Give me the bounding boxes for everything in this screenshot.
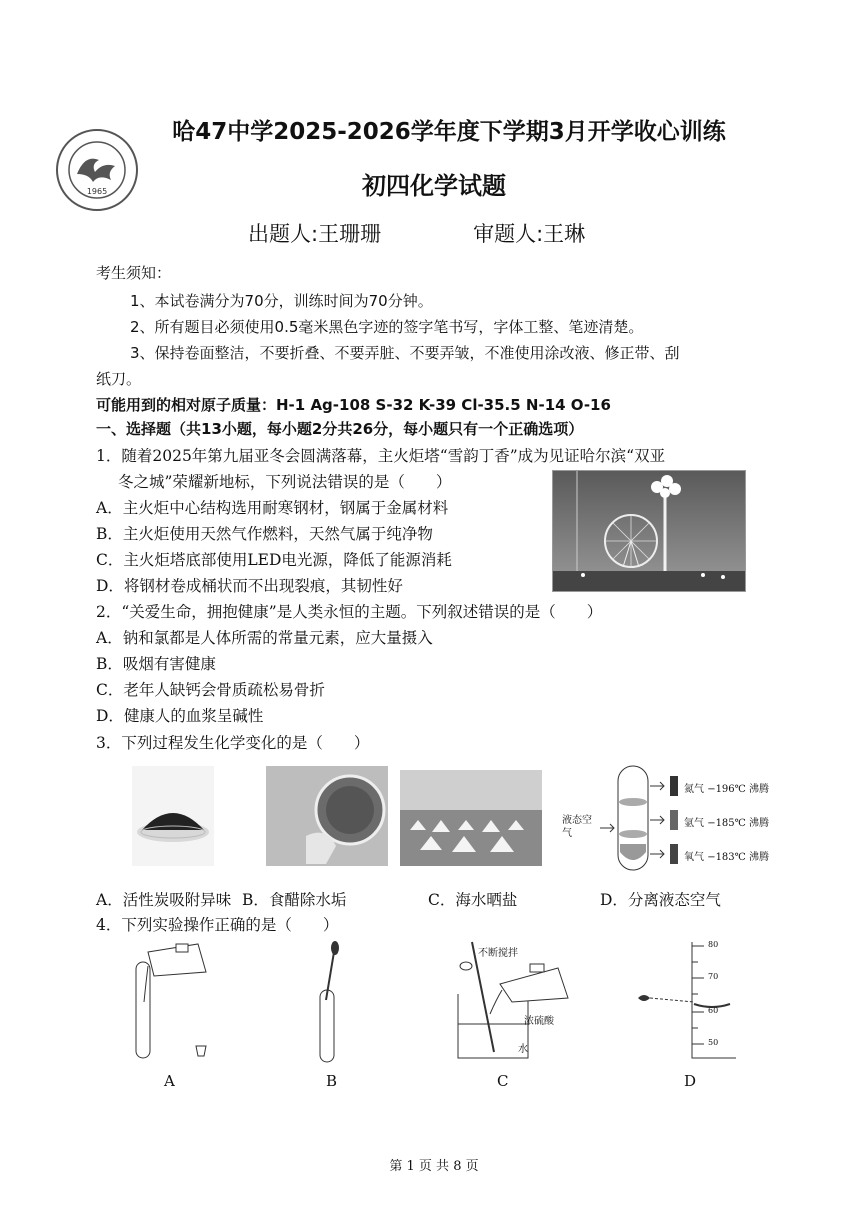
liquid-air-label: 液态空气 <box>562 815 592 839</box>
q1-stem-2: 冬之城”荣耀新地标，下列说法错误的是（ ） <box>118 473 452 491</box>
reviewer: 审题人:王琳 <box>473 222 586 246</box>
notice-item-1: 1、本试卷满分为70分，训练时间为70分钟。 <box>130 292 433 310</box>
vinegar-kettle-photo <box>266 766 388 866</box>
q1-option-c: C．主火炬塔底部使用LED电光源，降低了能源消耗 <box>96 551 452 569</box>
notice-heading: 考生须知： <box>96 264 172 282</box>
q4-label-b: B <box>326 1072 338 1090</box>
authors <box>248 218 585 248</box>
q3-option-b: B．食醋除水垢 <box>242 891 347 909</box>
q2-option-d: D．健康人的血浆呈碱性 <box>96 707 264 725</box>
salt-pans-photo <box>400 770 542 866</box>
q4-figure-a <box>126 942 222 1066</box>
exam-subtitle: 初四化学试题 <box>362 172 506 200</box>
q2-option-a: A．钠和氯都是人体所需的常量元素，应大量摄入 <box>96 629 433 647</box>
q4-figure-b <box>306 940 350 1066</box>
nitrogen-row: 氮气 −196℃ 沸腾 <box>684 784 770 795</box>
q4-figure-c <box>438 940 580 1066</box>
tick-60: 60 <box>708 1006 719 1015</box>
argon-row: 氩气 −185℃ 沸腾 <box>684 818 770 829</box>
q3-stem: 3．下列过程发生化学变化的是（ ） <box>96 734 370 752</box>
q1-stem: 1．随着2025年第九届亚冬会圆满落幕，主火炬塔“雪韵丁香”成为见证哈尔滨“双亚 <box>96 447 666 465</box>
torch-tower-photo <box>552 470 746 592</box>
notice-item-2: 2、所有题目必须使用0.5毫米黑色字迹的签字笔书写，字体工整、笔迹清楚。 <box>130 318 644 336</box>
exam-title: 哈47中学2025-2026学年度下学期3月开学收心训练 <box>172 119 726 145</box>
svg-text:1965: 1965 <box>86 187 108 196</box>
q2-option-b: B．吸烟有害健康 <box>96 655 216 673</box>
stir-label: 不断搅拌 <box>478 948 518 959</box>
liquid-air-diagram <box>562 764 780 872</box>
tick-50: 50 <box>708 1038 719 1047</box>
tick-80: 80 <box>708 940 719 949</box>
q4-label-d: D <box>684 1072 697 1090</box>
water-label: 水 <box>518 1044 528 1055</box>
atomic-masses: 可能用到的相对原子质量：H-1 Ag-108 S-32 K-39 Cl-35.5 N-14 O-16 <box>96 396 611 414</box>
q1-option-b: B．主火炬使用天然气作燃料，天然气属于纯净物 <box>96 525 433 543</box>
q3-option-a: A．活性炭吸附异味 <box>96 891 232 909</box>
notice-item-4: 纸刀。 <box>96 370 142 388</box>
acid-label: 浓硫酸 <box>524 1016 554 1027</box>
q4-stem: 4．下列实验操作正确的是（ ） <box>96 916 339 934</box>
q3-option-c: C．海水晒盐 <box>428 891 518 909</box>
tick-70: 70 <box>708 972 719 981</box>
q1-option-d: D．将钢材卷成桶状而不出现裂痕，其韧性好 <box>96 577 403 595</box>
q4-figure-d <box>632 938 742 1066</box>
q4-label-a: A <box>164 1072 175 1090</box>
activated-carbon-photo <box>132 766 214 866</box>
q3-option-d: D．分离液态空气 <box>600 891 721 909</box>
section-heading: 一、选择题（共13小题，每小题2分共26分，每小题只有一个正确选项） <box>96 420 584 438</box>
q1-option-a: A．主火炬中心结构选用耐寒钢材，钢属于金属材料 <box>96 499 449 517</box>
page-footer: 第 1 页 共 8 页 <box>389 1159 479 1174</box>
oxygen-row: 氧气 −183℃ 沸腾 <box>684 852 770 863</box>
q2-stem: 2．“关爱生命，拥抱健康”是人类永恒的主题。下列叙述错误的是（ ） <box>96 603 603 621</box>
q2-option-c: C．老年人缺钙会骨质疏松易骨折 <box>96 681 325 699</box>
q4-label-c: C <box>497 1072 509 1090</box>
setter: 出题人:王珊珊 <box>248 222 382 246</box>
notice-item-3: 3、保持卷面整洁，不要折叠、不要弄脏、不要弄皱，不准使用涂改液、修正带、刮 <box>130 344 680 362</box>
